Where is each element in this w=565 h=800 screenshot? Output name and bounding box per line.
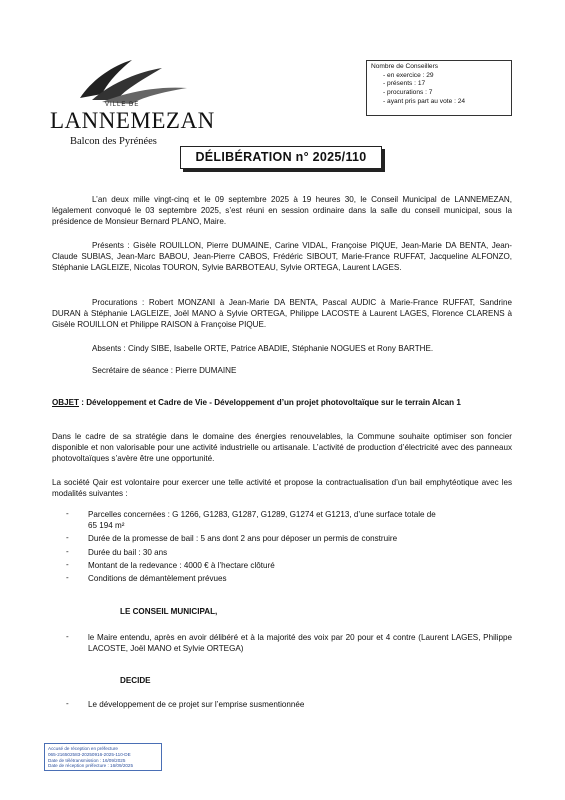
receipt-line: 065-216502583-20250916-2025-110-DE xyxy=(48,751,131,757)
councillors-count-box xyxy=(366,60,512,116)
bullet-item: Durée de la promesse de bail : 5 ans dont 2 ans pour déposer un permis de construire xyxy=(88,534,398,543)
logo-subtitle: Balcon des Pyrénées xyxy=(70,136,157,147)
bullet-dash: - xyxy=(66,573,69,582)
councillors-title: Nombre de Conseillers xyxy=(371,63,439,70)
councillors-line: - procurations : 7 xyxy=(383,89,433,97)
bullet-dash: - xyxy=(66,533,69,542)
objet-heading xyxy=(52,397,512,408)
receipt-line: Accusé de réception en préfecture xyxy=(48,746,118,751)
bullet-dash: - xyxy=(66,632,69,641)
prefecture-receipt-stamp xyxy=(44,743,162,771)
qair-paragraph: La société Qair est volontaire pour exercer une telle activité et propose la contractualisation d’un bail emphytéotique avec les modalités suivantes : xyxy=(52,478,512,498)
receipt-line: Date de réception préfecture : 16/09/2025 xyxy=(48,763,134,769)
bullet-dash: - xyxy=(66,547,69,556)
conseil-heading: LE CONSEIL MUNICIPAL, xyxy=(120,607,218,616)
absents-paragraph: Absents : Cindy SIBE, Isabelle ORTE, Patrice ABADIE, Stéphanie NOGUES et Rony BARTHE. xyxy=(92,344,434,353)
logo-ville-label: VILLE DE xyxy=(105,102,140,108)
procurations-paragraph: Procurations : Robert MONZANI à Jean-Marie DA BENTA, Pascal AUDIC à Marie-France RUFFAT, Sandrine DURAN à Stéphanie LAGLEIZE, Joël MANO à Sylvie ORTEGA, Philippe LACOSTE à Laurent LAGES, Florence CLARENS à Gisèle ROUILLON et Philippe RAISON à Françoise PIQUE. xyxy=(52,298,512,329)
councillors-line: - en exercice : 29 xyxy=(383,71,434,79)
receipt-line: Date de télétransmission : 16/09/2025 xyxy=(48,757,126,763)
bullet-item: Durée du bail : 30 ans xyxy=(88,548,168,557)
bullet-dash: - xyxy=(66,560,69,569)
intro-paragraph: L’an deux mille vingt-cinq et le 09 septembre 2025 à 19 heures 30, le Conseil Municipal de LANNEMEZAN, légalement convoqué le 03 septembre 2025, s’est réuni en session ordinaire dans la salle du conseil municipal, sous la présidence de Monsieur Bernard PLANO, Maire. xyxy=(52,195,512,226)
bullet-dash: - xyxy=(66,699,69,708)
councillors-line: - ayant pris part au vote : 24 xyxy=(383,97,466,105)
deliberation-title: DÉLIBÉRATION n° 2025/110 xyxy=(180,146,382,169)
decide-item: Le développement de ce projet sur l’emprise susmentionnée xyxy=(88,700,305,709)
secretary-line: Secrétaire de séance : Pierre DUMAINE xyxy=(92,366,237,375)
context-paragraph: Dans le cadre de sa stratégie dans le domaine des énergies renouvelables, la Commune souhaite optimiser son foncier disponible et non valorisable pour une activité industrielle ou artisanale. L’activité de production d’électricité avec des panneaux photovoltaïques s’avère être une opportunité. xyxy=(52,432,512,463)
bullet-dash: - xyxy=(66,509,69,518)
vote-paragraph: le Maire entendu, après en avoir délibéré et à la majorité des voix par 20 pour et 4 contre (Laurent LAGES, Philippe LACOSTE, Joël MANO et Sylvie ORTEGA) xyxy=(88,633,512,653)
bullet-item: Parcelles concernées : G 1266, G1283, G1287, G1289, G1274 et G1213, d’une surface totale de xyxy=(88,510,436,519)
logo-city-name: LANNEMEZAN xyxy=(50,108,215,133)
bullet-item: Montant de la redevance : 4000 € à l’hectare clôturé xyxy=(88,561,275,570)
objet-label: OBJET xyxy=(52,398,79,407)
objet-text: : Développement et Cadre de Vie - Développement d’un projet photovoltaïque sur le terrain Alcan 1 xyxy=(79,398,461,407)
presents-paragraph: Présents : Gisèle ROUILLON, Pierre DUMAINE, Carine VIDAL, Françoise PIQUE, Jean-Marie DA BENTA, Jean-Claude SUBIAS, Jean-Marc BABOU, Jean-Pierre CABOS, Frédéric SIBOUT, Marie-France RUFFAT, Jacqueline ALFONZO, Stéphanie LAGLEIZE, Nicolas TOURON, Sylvie BARBOTEAU, Sylvie ORTEGA, Laurent LAGES. xyxy=(52,241,512,272)
councillors-line: - présents : 17 xyxy=(383,80,426,88)
bullet-item: 65 194 m² xyxy=(88,521,125,530)
decide-heading: DECIDE xyxy=(120,676,151,685)
bullet-item: Conditions de démantèlement prévues xyxy=(88,574,227,583)
